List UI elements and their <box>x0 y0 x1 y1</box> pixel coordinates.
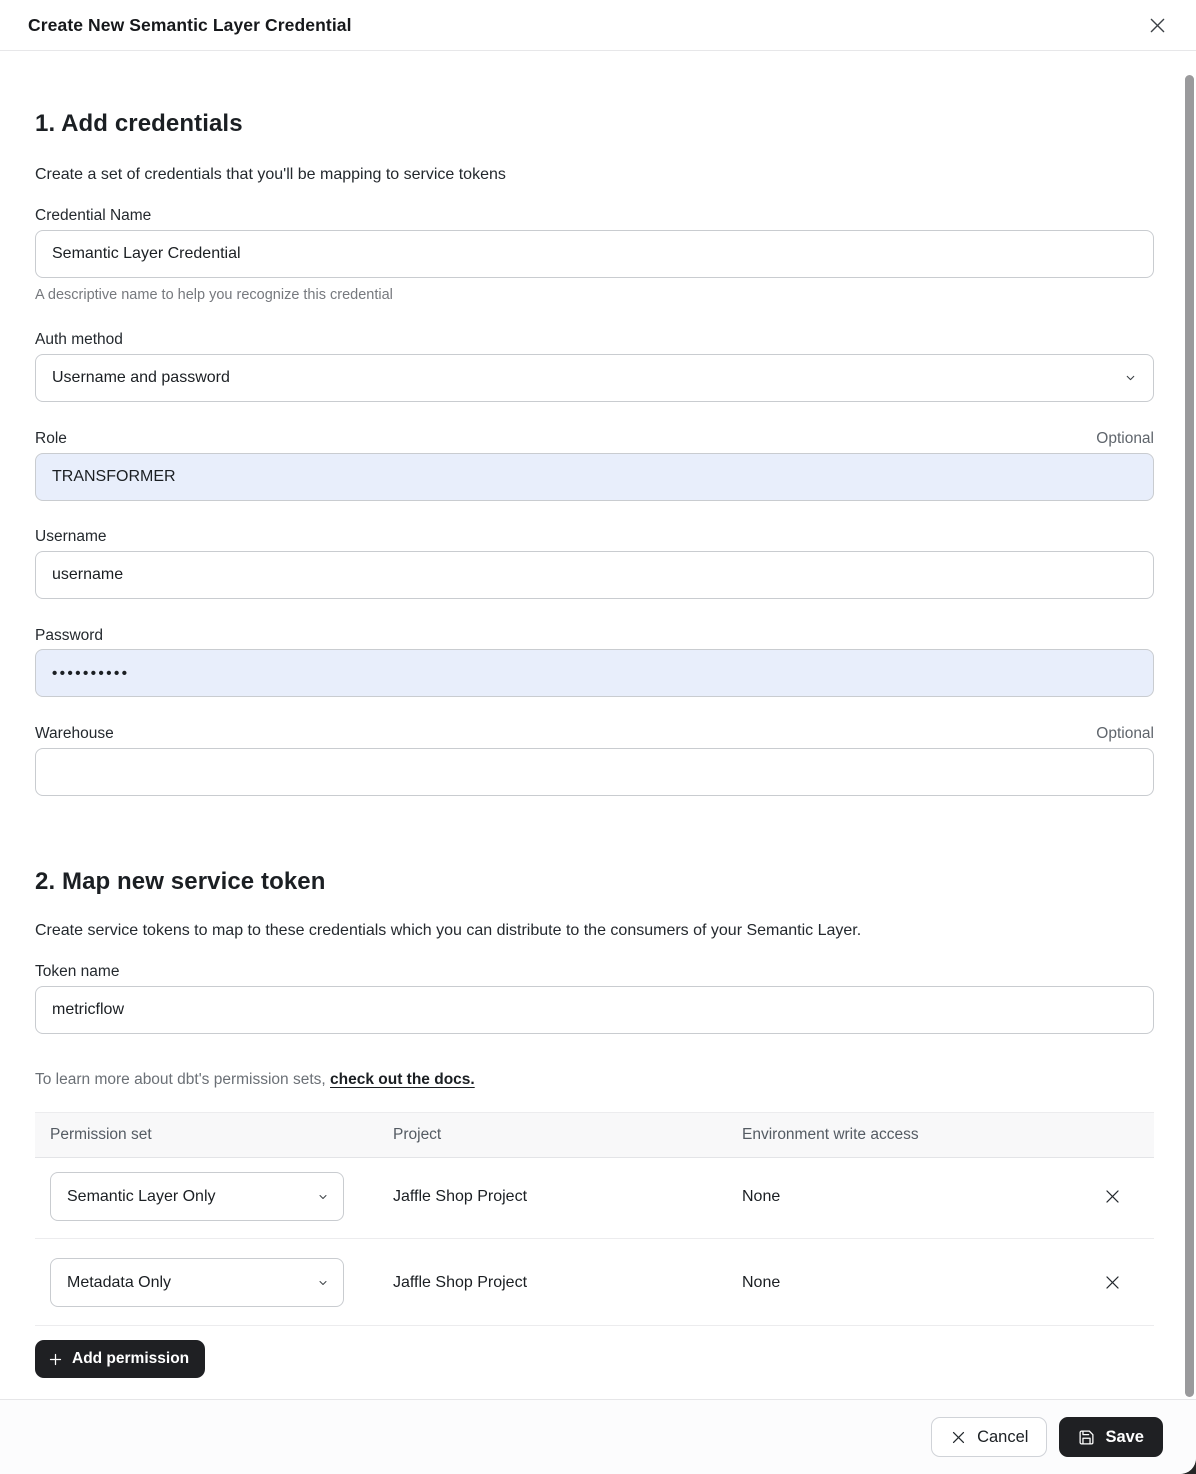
save-label: Save <box>1105 1427 1144 1446</box>
modal-title: Create New Semantic Layer Credential <box>28 14 352 35</box>
password-label: Password <box>35 627 104 644</box>
warehouse-input[interactable] <box>35 748 1154 796</box>
chevron-down-icon <box>317 1191 329 1203</box>
close-button[interactable] <box>1145 13 1170 38</box>
docs-link[interactable]: check out the docs. <box>330 1071 475 1088</box>
credential-name-input[interactable] <box>35 230 1154 278</box>
add-permission-label: Add permission <box>72 1350 190 1367</box>
username-input[interactable] <box>35 551 1154 599</box>
role-label: Role <box>35 430 67 447</box>
token-name-label: Token name <box>35 963 120 980</box>
add-credentials-description: Create a set of credentials that you'll be mapping to service tokens <box>35 166 506 183</box>
modal-footer <box>0 1399 1196 1474</box>
env-write-access-cell: None <box>742 1187 781 1205</box>
permissions-table-header <box>35 1112 1154 1158</box>
save-button[interactable] <box>1059 1417 1163 1457</box>
warehouse-optional-tag: Optional <box>1096 725 1154 742</box>
project-cell: Jaffle Shop Project <box>393 1187 528 1205</box>
x-icon <box>1103 1187 1122 1206</box>
role-optional-tag: Optional <box>1096 430 1154 447</box>
username-label: Username <box>35 528 107 545</box>
column-header-env-write-access: Environment write access <box>742 1126 919 1143</box>
auth-method-label: Auth method <box>35 331 123 348</box>
map-service-token-heading: 2. Map new service token <box>35 868 326 895</box>
table-row <box>35 1239 1154 1326</box>
cancel-label: Cancel <box>977 1427 1029 1446</box>
permission-set-select[interactable] <box>50 1172 344 1221</box>
chevron-down-icon <box>317 1277 329 1289</box>
remove-permission-button[interactable] <box>1101 1185 1124 1208</box>
permission-set-value: Semantic Layer Only <box>67 1187 216 1205</box>
plus-icon <box>48 1352 63 1367</box>
docs-text: To learn more about dbt's permission sets, <box>35 1071 331 1088</box>
warehouse-label: Warehouse <box>35 725 114 742</box>
token-name-input[interactable] <box>35 986 1154 1034</box>
permission-set-select[interactable] <box>50 1258 344 1307</box>
modal-header <box>0 0 1196 51</box>
env-write-access-cell: None <box>742 1273 781 1291</box>
password-input[interactable] <box>35 649 1154 697</box>
column-header-project: Project <box>393 1126 442 1143</box>
credential-name-label: Credential Name <box>35 207 152 224</box>
column-header-permission-set: Permission set <box>50 1126 152 1143</box>
x-icon <box>950 1429 967 1446</box>
credential-name-helper: A descriptive name to help you recognize this credential <box>35 287 393 303</box>
project-cell: Jaffle Shop Project <box>393 1273 528 1291</box>
add-credentials-heading: 1. Add credentials <box>35 110 243 137</box>
remove-permission-button[interactable] <box>1101 1271 1124 1294</box>
save-icon <box>1078 1429 1095 1446</box>
docs-line <box>35 1071 1154 1089</box>
x-icon <box>1103 1273 1122 1292</box>
map-service-token-description: Create service tokens to map to these credentials which you can distribute to the consumers of your Semantic Layer. <box>35 922 862 939</box>
auth-method-select[interactable] <box>35 354 1154 402</box>
permissions-table <box>35 1112 1154 1326</box>
table-row <box>35 1158 1154 1239</box>
cancel-button[interactable] <box>931 1417 1047 1457</box>
role-input[interactable] <box>35 453 1154 501</box>
close-icon <box>1147 15 1168 36</box>
vertical-scrollbar[interactable] <box>1185 75 1194 1397</box>
auth-method-value: Username and password <box>52 369 230 386</box>
chevron-down-icon <box>1124 372 1137 385</box>
modal-body <box>0 51 1196 1399</box>
add-permission-button[interactable] <box>35 1340 205 1378</box>
permission-set-value: Metadata Only <box>67 1273 172 1291</box>
